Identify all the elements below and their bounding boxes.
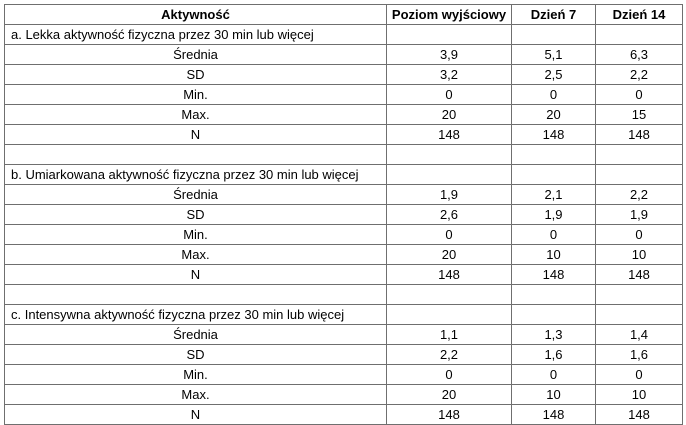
- value-cell: 148: [387, 405, 512, 425]
- stat-label: Min.: [5, 85, 387, 105]
- empty-cell: [5, 145, 387, 165]
- stat-label: Max.: [5, 245, 387, 265]
- value-cell: 1,6: [596, 345, 683, 365]
- section-title-row: [5, 305, 683, 325]
- value-cell: 148: [596, 125, 683, 145]
- spacer-row: [5, 285, 683, 305]
- value-cell: 0: [512, 85, 596, 105]
- value-cell: 2,1: [512, 185, 596, 205]
- empty-cell: [5, 285, 387, 305]
- value-cell: 10: [596, 385, 683, 405]
- table-row: [5, 65, 683, 85]
- table-row: [5, 245, 683, 265]
- value-cell: 0: [596, 225, 683, 245]
- stat-label: N: [5, 405, 387, 425]
- table-row: [5, 105, 683, 125]
- stat-label: Średnia: [5, 185, 387, 205]
- empty-cell: [512, 165, 596, 185]
- table-body: [5, 25, 683, 425]
- value-cell: 10: [512, 245, 596, 265]
- empty-cell: [512, 145, 596, 165]
- value-cell: 1,3: [512, 325, 596, 345]
- empty-cell: [387, 25, 512, 45]
- value-cell: 1,9: [596, 205, 683, 225]
- value-cell: 10: [596, 245, 683, 265]
- value-cell: 148: [512, 125, 596, 145]
- empty-cell: [596, 25, 683, 45]
- spacer-row: [5, 145, 683, 165]
- table-row: [5, 405, 683, 425]
- stat-label: SD: [5, 65, 387, 85]
- table-row: [5, 265, 683, 285]
- value-cell: 20: [387, 105, 512, 125]
- header-activity: Aktywność: [5, 5, 387, 25]
- table-row: [5, 325, 683, 345]
- value-cell: 1,4: [596, 325, 683, 345]
- empty-cell: [596, 145, 683, 165]
- activity-table: [4, 4, 683, 425]
- value-cell: 1,9: [387, 185, 512, 205]
- value-cell: 2,6: [387, 205, 512, 225]
- header-baseline: Poziom wyjściowy: [387, 5, 512, 25]
- empty-cell: [512, 285, 596, 305]
- section-title-row: [5, 165, 683, 185]
- stat-label: N: [5, 125, 387, 145]
- value-cell: 5,1: [512, 45, 596, 65]
- stat-label: Średnia: [5, 45, 387, 65]
- value-cell: 148: [512, 265, 596, 285]
- value-cell: 0: [387, 365, 512, 385]
- table-row: [5, 365, 683, 385]
- value-cell: 1,9: [512, 205, 596, 225]
- value-cell: 3,9: [387, 45, 512, 65]
- empty-cell: [387, 145, 512, 165]
- header-day-7: Dzień 7: [512, 5, 596, 25]
- table-row: [5, 185, 683, 205]
- value-cell: 20: [512, 105, 596, 125]
- empty-cell: [596, 165, 683, 185]
- value-cell: 0: [387, 225, 512, 245]
- stat-label: Min.: [5, 225, 387, 245]
- stat-label: N: [5, 265, 387, 285]
- table-row: [5, 385, 683, 405]
- value-cell: 148: [387, 125, 512, 145]
- value-cell: 148: [512, 405, 596, 425]
- value-cell: 6,3: [596, 45, 683, 65]
- value-cell: 148: [596, 265, 683, 285]
- value-cell: 10: [512, 385, 596, 405]
- value-cell: 1,6: [512, 345, 596, 365]
- stat-label: Max.: [5, 385, 387, 405]
- value-cell: 2,2: [596, 65, 683, 85]
- stat-label: SD: [5, 345, 387, 365]
- value-cell: 2,2: [596, 185, 683, 205]
- table-row: [5, 85, 683, 105]
- value-cell: 0: [387, 85, 512, 105]
- empty-cell: [387, 165, 512, 185]
- empty-cell: [512, 305, 596, 325]
- stat-label: Min.: [5, 365, 387, 385]
- value-cell: 0: [512, 365, 596, 385]
- value-cell: 148: [387, 265, 512, 285]
- value-cell: 0: [596, 85, 683, 105]
- empty-cell: [596, 305, 683, 325]
- value-cell: 15: [596, 105, 683, 125]
- stat-label: Max.: [5, 105, 387, 125]
- value-cell: 20: [387, 385, 512, 405]
- empty-cell: [387, 285, 512, 305]
- empty-cell: [387, 305, 512, 325]
- value-cell: 2,2: [387, 345, 512, 365]
- table-row: [5, 45, 683, 65]
- stat-label: Średnia: [5, 325, 387, 345]
- table-row: [5, 225, 683, 245]
- value-cell: 3,2: [387, 65, 512, 85]
- header-day-14: Dzień 14: [596, 5, 683, 25]
- value-cell: 1,1: [387, 325, 512, 345]
- value-cell: 2,5: [512, 65, 596, 85]
- table-row: [5, 205, 683, 225]
- section-title: b. Umiarkowana aktywność fizyczna przez 30 min lub więcej: [5, 165, 387, 185]
- stat-label: SD: [5, 205, 387, 225]
- empty-cell: [512, 25, 596, 45]
- value-cell: 0: [512, 225, 596, 245]
- table-row: [5, 345, 683, 365]
- header-row: [5, 5, 683, 25]
- empty-cell: [596, 285, 683, 305]
- value-cell: 148: [596, 405, 683, 425]
- table-row: [5, 125, 683, 145]
- value-cell: 0: [596, 365, 683, 385]
- value-cell: 20: [387, 245, 512, 265]
- section-title: a. Lekka aktywność fizyczna przez 30 min lub więcej: [5, 25, 387, 45]
- section-title: c. Intensywna aktywność fizyczna przez 30 min lub więcej: [5, 305, 387, 325]
- section-title-row: [5, 25, 683, 45]
